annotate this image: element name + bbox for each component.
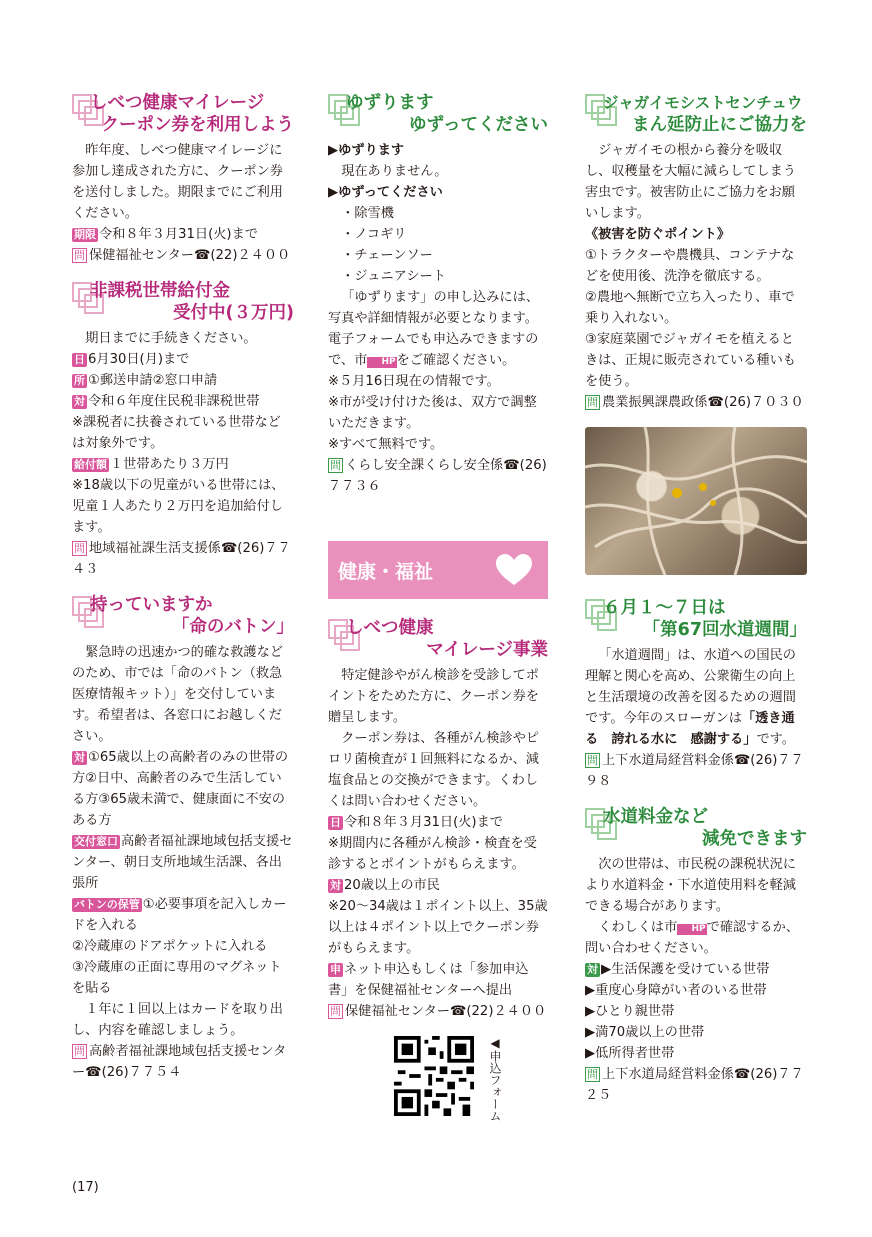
article-title: ジャガイモシストセンチュウ まん延防止にご協力を <box>603 94 807 135</box>
contact-tag: 問 <box>74 249 85 262</box>
contact-info: 保健福祉センター☎(22)２４００ <box>89 248 291 263</box>
article-benefit: 非課税世帯給付金 受付中(３万円) 期日までに手続きください。 日 6月30日(月)まで 所 ①郵送申請②窓口申請 対 令和６年度住民税非課税世帯 ※課税者に扶養されている世帯などは対象外です。 給付額 １世帯あたり３万円 ※18歳以下の児童がいる世帯には、児童１人あたり２万円を追加給付します。 問 地域福祉課生活支援係☎(26)７７４３ <box>72 281 294 577</box>
contact-info: 地域福祉課生活支援係☎(26)７７４３ <box>72 541 291 577</box>
deadline-tag: 期限 <box>74 228 96 241</box>
qr-code[interactable] <box>394 1036 474 1116</box>
article-mileage-coupon: しべつ健康マイレージ クーポン券を利用しよう 昨年度、しべつ健康マイレージに参加し達成された方に、クーポン券を送付しました。期限までにご利用ください。 期限 令和８年３月31日(火)まで 問 保健福祉センター☎(22)２４００ <box>72 93 294 263</box>
contact-info: 高齢者福祉課地域包括支援センター☎(26)７７５４ <box>72 1044 287 1080</box>
contact-info: 保健福祉センター☎(22)２４００ <box>345 1004 547 1019</box>
article-nematode: ジャガイモシストセンチュウ まん延防止にご協力を ジャガイモの根から養分を吸収し、収穫量を大幅に減らしてしまう害虫です。被害防止にご協力をお願いします。 《被害を防ぐポイント》 ①トラクターや農機具、コンテナなどを使用後、洗浄を徹底する。 ②農地へ無断で立ち入ったり、車で乗り入れない。 ③家庭菜園でジャガイモを植えるときは、正規に販売されている種いもを使う。 問 農業振興課農政係☎(26)７０３０ <box>585 92 807 575</box>
potato-root-photo <box>585 427 807 575</box>
hp-icon: HP <box>367 357 396 368</box>
heart-icon <box>494 551 534 591</box>
article-water-fee: 水道料金など 減免できます 次の世帯は、市民税の課税状況により水道料金・下水道使用料を軽減できる場合があります。 くわしくは市 HPで確認するか、問い合わせください。 対 ▶生活保護を受けている世帯 ▶重度心身障がい者のいる世帯 ▶ひとり親世帯 ▶満70歳以上の世帯 ▶低所得者世帯 問 上下水道局経営料金係☎(26)７７２５ <box>585 807 807 1103</box>
article-title: 非課税世帯給付金 受付中(３万円) <box>90 281 294 323</box>
article-baton: 持っていますか 「命のバトン」 緊急時の迅速かつ的確な救護などのため、市では「命のバトン（救急医療情報キット）」を交付しています。希望者は、各窓口にお越しください。 対 ①65歳以上の高齢者のみの世帯の方②日中、高齢者のみで生活している方③65歳未満で、健康面に不安のある方 交付窓口 高齢者福祉課地域包括支援センター、朝日支所地域生活課、各出張所 バトンの保管 ①必要事項を記入しカードを入れる ②冷蔵庫のドアポケットに入れる ③冷蔵庫の正面に専用のマグネットを貼る １年に１回以上はカードを取り出し、内容を確認しましょう。 問 高齢者福祉課地域包括支援センター☎(26)７７５４ <box>72 595 294 1080</box>
qr-label: ◀申込フォーム <box>488 1036 502 1122</box>
article-title: しべつ健康 マイレージ事業 <box>346 618 548 660</box>
article-title: ゆずります ゆずってください <box>346 93 548 135</box>
article-title: 水道料金など 減免できます <box>603 807 807 849</box>
contact-info: 上下水道局経営料金係☎(26)７７２５ <box>585 1067 804 1103</box>
hp-icon: HP <box>677 924 706 935</box>
contact-info: 農業振興課農政係☎(26)７０３０ <box>602 395 804 410</box>
column-3 <box>585 92 807 1120</box>
column-2 <box>328 92 548 1140</box>
article-yuzuri: ゆずります ゆずってください ▶ゆずります 現在ありません。 ▶ゆずってください ・除雪機 ・ノコギリ ・チェーンソー ・ジュニアシート 「ゆずります」の申し込みには、写真や詳細情報が必要となります。電子フォームでも申込みできますので、市 HPをご確認ください。 ※５月16日現在の情報です。 ※市が受け付けた後は、双方で調整いただきます。 ※すべて無料です。 問 くらし安全課くらし安全係☎(26)７７３６ <box>328 93 548 494</box>
column-1 <box>72 92 294 1097</box>
page-number: (17) <box>72 1180 99 1195</box>
article-health-mileage: しべつ健康 マイレージ事業 特定健診やがん検診を受診してポイントをためた方に、クーポン券を贈呈します。 クーポン券は、各種がん検診やピロリ菌検査が１回無料になるか、減塩食品との交換ができます。くわしくは問い合わせください。 日 令和８年３月31日(火)まで ※期間内に各種がん検診・検査を受診するとポイントがもらえます。 対 20歳以上の市民 ※20～34歳は１ポイント以上、35歳以上は４ポイント以上でクーポン券がもらえます。 申 ネット申込もしくは「参加申込書」を保健福祉センターへ提出 問 保健福祉センター☎(22)２４００ ◀申込フォーム <box>328 618 548 1122</box>
section-banner: 健康・福祉 <box>328 541 548 599</box>
article-title: しべつ健康マイレージ クーポン券を利用しよう <box>90 93 294 135</box>
contact-info: くらし安全課くらし安全係☎(26)７７３６ <box>328 458 547 494</box>
article-title: 持っていますか 「命のバトン」 <box>90 595 294 637</box>
article-water-week: ６月１～７日は 「第67回水道週間」 「水道週間」は、水道への国民の理解と関心を高め、公衆衛生の向上と生活環境の改善を図るための週間です。今年のスローガンは「透き通る 誇れる水に 感謝する」です。 問 上下水道局経営料金係☎(26)７７９８ <box>585 598 807 789</box>
article-title: ６月１～７日は 「第67回水道週間」 <box>603 598 807 640</box>
article-body: 昨年度、しべつ健康マイレージに参加し達成された方に、クーポン券を送付しました。期限までにご利用ください。 <box>72 143 283 221</box>
contact-info: 上下水道局経営料金係☎(26)７７９８ <box>585 753 804 789</box>
